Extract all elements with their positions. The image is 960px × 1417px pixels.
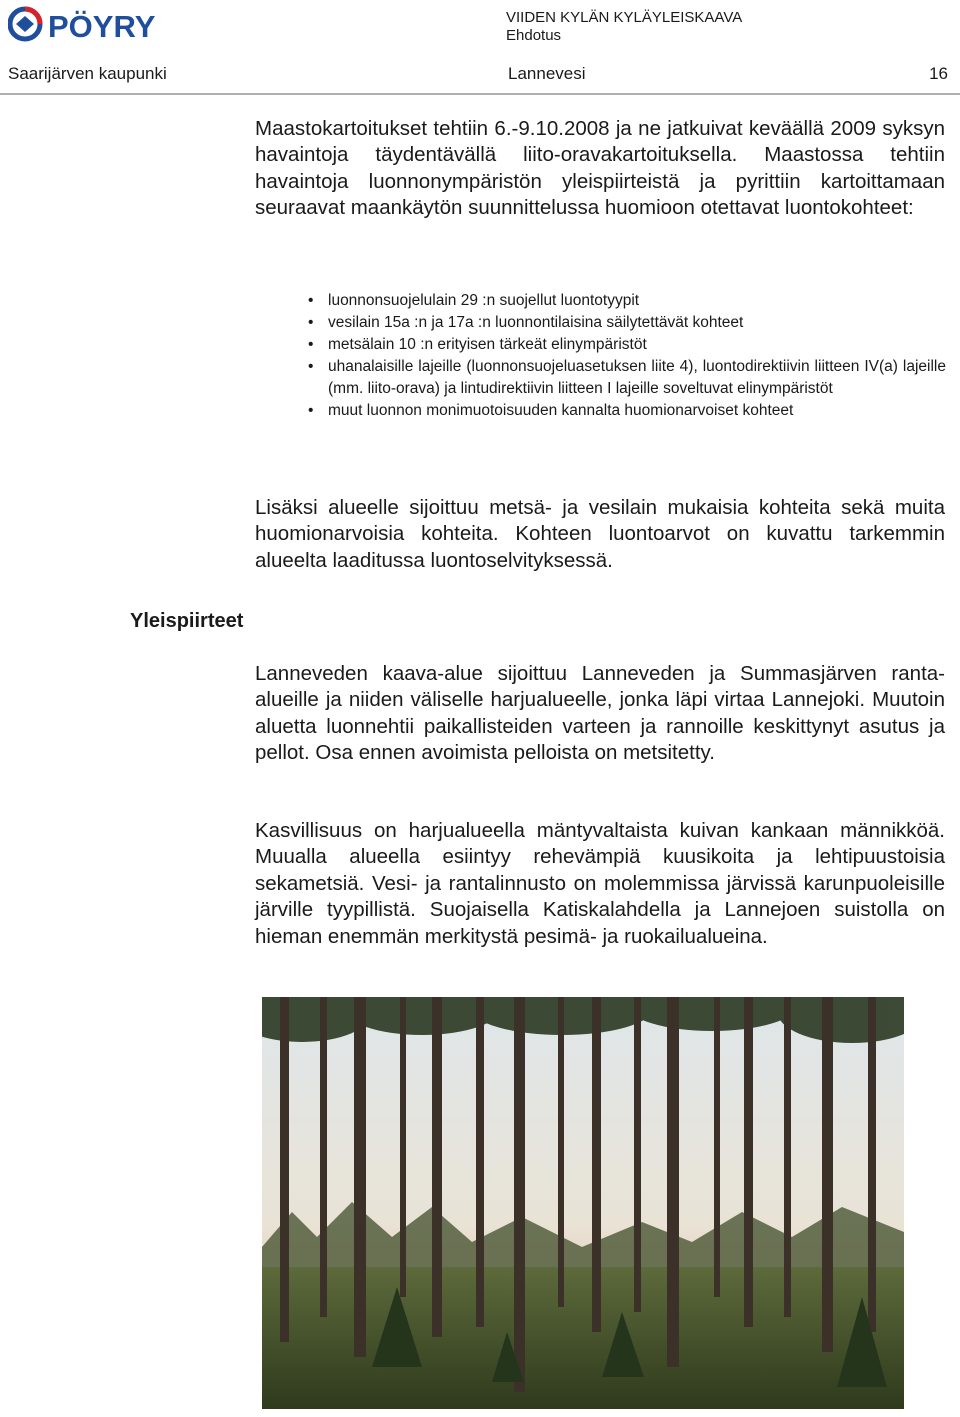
area-label: Lannevesi [508, 64, 586, 83]
intro-paragraph: Maastokartoitukset tehtiin 6.-9.10.2008 ja ne jatkuivat keväällä 2009 syksyn havaintoja täydentävällä liito-oravakartoituksella. Maastossa tehtiin havaintoja luonnonympäristön yleispiirteistä ja pyrittiin kartoittamaan seuraavat maankäytön suunnittelussa huomioon otettavat luontokohteet: [255, 117, 945, 220]
pine-forest-photo [262, 997, 904, 1409]
general-paragraph-2: Kasvillisuus on harjualueella mäntyvaltaista kuivan kankaan männikköä. Muualla alueella esiintyy rehevämpiä kuusikoita ja lehtipuustoisia sekametsiä. Vesi- ja rantalinnusto on molemmissa järvissä karunpuoleisille järville tyypillistä. Suojaisella Katiskalahdella ja Lannejoen suistolla on hieman enemmän merkitystä pesimä- ja ruokailualueina. [255, 819, 945, 948]
header-divider [0, 93, 960, 95]
poyry-logo [8, 6, 198, 42]
additional-paragraph: Lisäksi alueelle sijoittuu metsä- ja vesilain mukaisia kohteita sekä muita huomionarvoisia kohteita. Kohteen luontoarvot on kuvattu tarkemmin alueelta laaditussa luontoselvityksessä. [255, 496, 945, 572]
running-header [8, 64, 952, 86]
section-heading: Yleispiirteet [130, 610, 244, 632]
list-item [308, 356, 946, 400]
list-item-text: vesilain 15a :n ja 17a :n luonnontilaisina säilytettävät kohteet [328, 314, 744, 331]
list-item [308, 312, 946, 334]
project-title: VIIDEN KYLÄN KYLÄYLEISKAAVA [506, 9, 743, 26]
municipality-label: Saarijärven kaupunki [8, 64, 167, 83]
list-item-text: luonnonsuojelulain 29 :n suojellut luontotyypit [328, 292, 640, 309]
bullet-icon: • [308, 314, 314, 331]
project-status: Ehdotus [506, 27, 562, 44]
list-item [308, 334, 946, 356]
bullet-icon: • [308, 292, 314, 309]
project-header [506, 9, 742, 45]
bullet-icon: • [308, 336, 314, 353]
bullet-icon: • [308, 402, 314, 419]
list-item-text: muut luonnon monimuotoisuuden kannalta huomionarvoiset kohteet [328, 402, 794, 419]
logo-emblem-icon [10, 9, 40, 39]
list-item [308, 400, 946, 422]
brand-name: PÖYRY [48, 9, 156, 42]
nature-site-list [308, 290, 946, 422]
general-paragraph-1: Lanneveden kaava-alue sijoittuu Lanneveden ja Summasjärven ranta-alueille ja niiden väliselle harjualueelle, jonka läpi virtaa Lannejoki. Muutoin aluetta luonnehtii paikallisteiden varteen ja rannoille keskittynyt asutus ja pellot. Osa ennen avoimista pelloista on metsitetty. [255, 662, 945, 765]
bullet-icon: • [308, 358, 314, 375]
list-item-text: metsälain 10 :n erityisen tärkeät elinympäristöt [328, 336, 647, 353]
list-item-text: uhanalaisille lajeille (luonnonsuojeluasetuksen liite 4), luontodirektiivin liitteen IV(a) lajeille (mm. liito-orava) ja lintudirektiivin liitteen I lajeille soveltuvat elinympäristöt [328, 358, 946, 397]
page-number: 16 [929, 64, 948, 83]
list-item [308, 290, 946, 312]
